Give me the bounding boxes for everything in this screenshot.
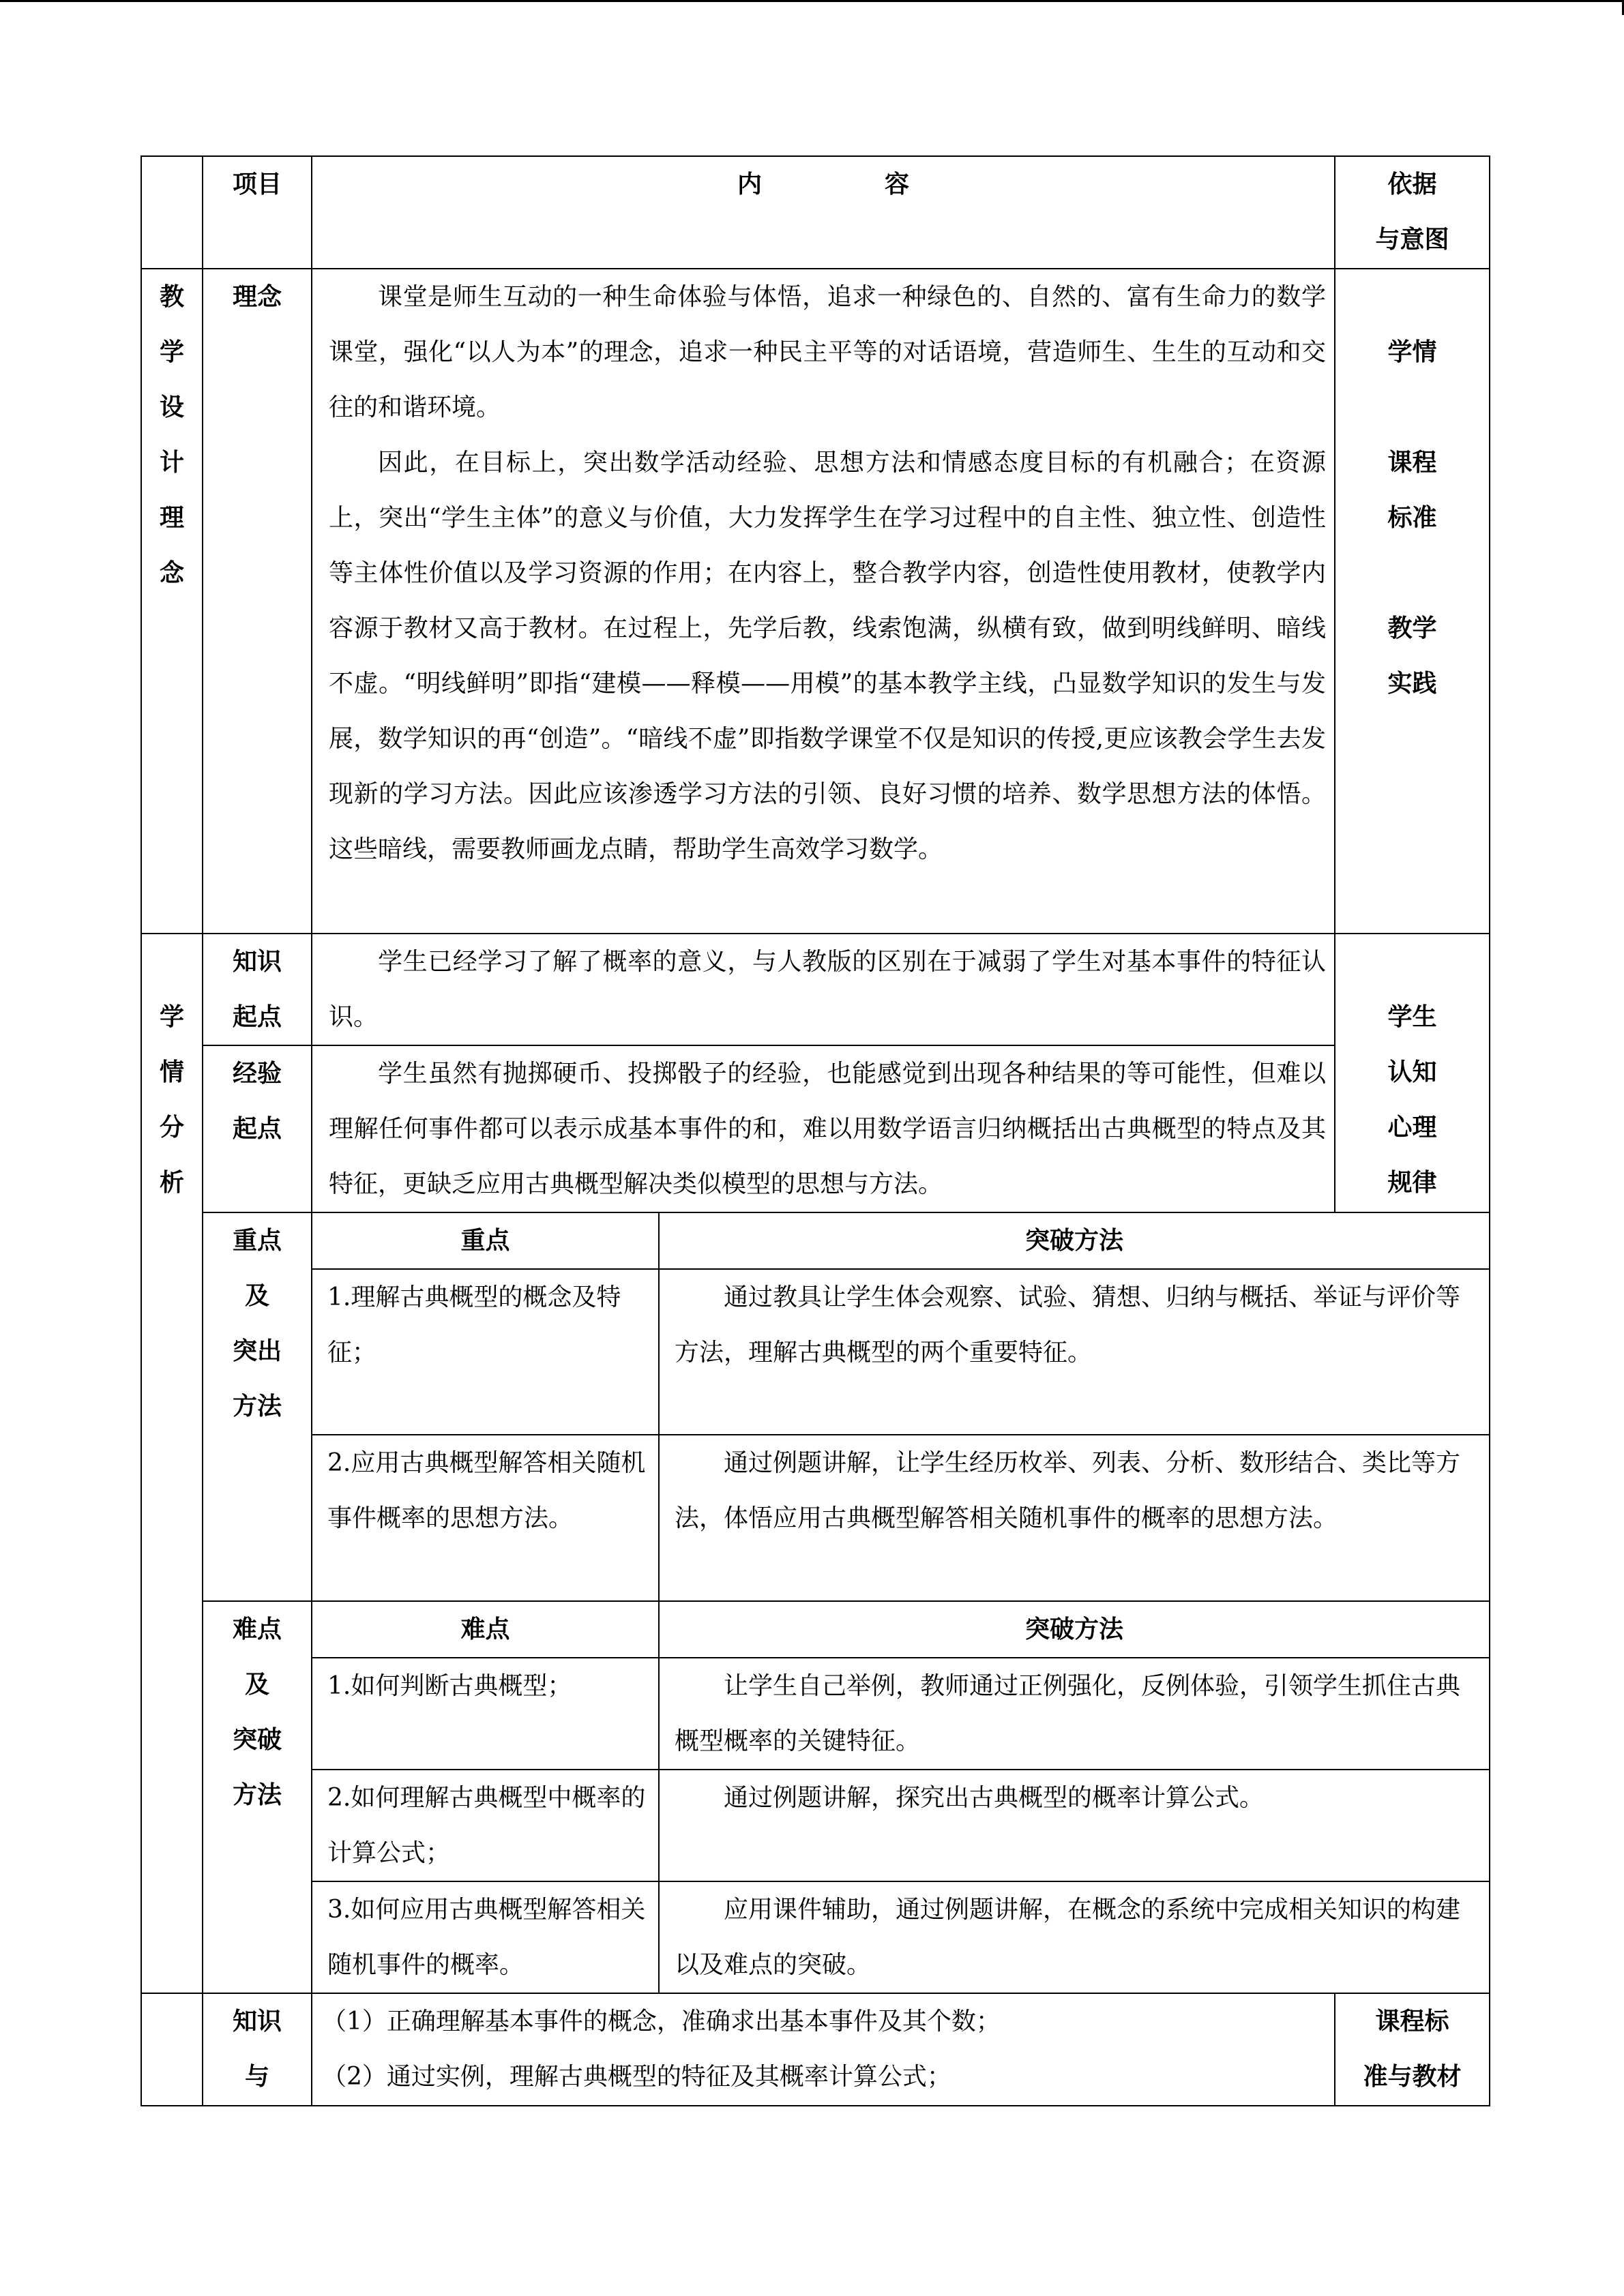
header-basis: 依据 与意图 (1335, 156, 1490, 269)
table-row (312, 1770, 1489, 1881)
key-points-col-point: 重点 (312, 1213, 659, 1269)
design-content (312, 269, 1335, 934)
key-points-row (141, 1212, 1490, 1601)
knowledge-start-item: 知识 起点 (203, 934, 312, 1045)
goals-item: 知识 与 (203, 1993, 312, 2106)
goals-basis: 课程标 准与教材 (1335, 1993, 1490, 2106)
difficult-method-1: 让学生自己举例，教师通过正例强化，反例体验，引领学生抓住古典概型概率的关键特征。 (659, 1658, 1489, 1770)
difficult-points-row (141, 1601, 1490, 1993)
design-paragraph-1: 课堂是师生互动的一种生命体验与体悟，追求一种绿色的、自然的、富有生命力的数学课堂，强化“以人为本”的理念，追求一种民主平等的对话语境，营造师生、生生的互动和交往的和谐环境。 (329, 283, 1326, 421)
header-blank-cell (141, 156, 203, 269)
table-row (312, 1269, 1489, 1435)
key-point-1: 1.理解古典概型的概念及特征； (312, 1269, 659, 1435)
difficult-point-1: 1.如何判断古典概型； (312, 1658, 659, 1770)
goal-line-2: （2）通过实例，理解古典概型的特征及其概率计算公式； (322, 2063, 951, 2091)
knowledge-start-content: 学生已经学习了解了概率的意义，与人教版的区别在于减弱了学生对基本事件的特征认识。 (312, 934, 1335, 1045)
lesson-plan-table (141, 155, 1490, 2106)
design-item: 理念 (203, 269, 312, 934)
experience-start-item: 经验 起点 (203, 1045, 312, 1212)
design-section-label: 教 学 设 计 理 念 (141, 269, 203, 934)
difficult-points-cell (312, 1601, 1490, 1993)
goals-content (312, 1993, 1335, 2106)
difficult-method-2: 通过例题讲解，探究出古典概型的概率计算公式。 (659, 1770, 1489, 1881)
key-points-cell (312, 1212, 1490, 1601)
difficult-method-3: 应用课件辅助，通过例题讲解，在概念的系统中完成相关知识的构建以及难点的突破。 (659, 1881, 1489, 1993)
analysis-basis: 学生 认知 心理 规律 (1335, 934, 1490, 1212)
key-point-2: 2.应用古典概型解答相关随机事件概率的思想方法。 (312, 1435, 659, 1600)
difficult-points-table (312, 1602, 1489, 1993)
analysis-section-label: 学 情 分 析 (141, 934, 203, 1993)
key-method-2: 通过例题讲解，让学生经历枚举、列表、分析、数形结合、类比等方法，体悟应用古典概型解答相关随机事件的概率的思想方法。 (659, 1435, 1489, 1600)
experience-start-row (141, 1045, 1490, 1212)
top-border-line (0, 0, 1624, 2)
header-row (141, 156, 1490, 269)
goals-section-blank (141, 1993, 203, 2106)
difficult-points-header (312, 1602, 1489, 1658)
header-item: 项目 (203, 156, 312, 269)
difficult-col-method: 突破方法 (659, 1602, 1489, 1658)
goal-line-1: （1）正确理解基本事件的概念，准确求出基本事件及其个数； (322, 2008, 1001, 2036)
difficult-points-item: 难点 及 突破 方法 (203, 1601, 312, 1993)
goals-row (141, 1993, 1490, 2106)
key-method-1: 通过教具让学生体会观察、试验、猜想、归纳与概括、举证与评价等方法，理解古典概型的两个重要特征。 (659, 1269, 1489, 1435)
knowledge-start-row (141, 934, 1490, 1045)
difficult-col-point: 难点 (312, 1602, 659, 1658)
difficult-point-3: 3.如何应用古典概型解答相关随机事件的概率。 (312, 1881, 659, 1993)
key-points-table (312, 1213, 1489, 1600)
design-concept-row (141, 269, 1490, 934)
difficult-point-2: 2.如何理解古典概型中概率的计算公式； (312, 1770, 659, 1881)
header-content: 内 容 (312, 156, 1335, 269)
design-basis: 学情 课程 标准 教学 实践 (1335, 269, 1490, 934)
key-points-header (312, 1213, 1489, 1269)
table-row (312, 1658, 1489, 1770)
table-row (312, 1881, 1489, 1993)
key-points-col-method: 突破方法 (659, 1213, 1489, 1269)
design-paragraph-2: 因此，在目标上，突出数学活动经验、思想方法和情感态度目标的有机融合；在资源上，突出“学生主体”的意义与价值，大力发挥学生在学习过程中的自主性、独立性、创造性等主体性价值以及学习资源的作用；在内容上，整合教学内容，创造性使用教材，使教学内容源于教材又高于教材。在过程上，先学后教，线索饱满，纵横有致，做到明线鲜明、暗线不虚。“明线鲜明”即指“建模——释模——用模”的基本教学主线，凸显数学知识的发生与发展，数学知识的再“创造”。“暗线不虚”即指数学课堂不仅是知识的传授,更应该教会学生去发现新的学习方法。因此应该渗透学习方法的引领、良好习惯的培养、数学思想方法的体悟。这些暗线，需要教师画龙点睛，帮助学生高效学习数学。 (329, 449, 1326, 863)
experience-start-content: 学生虽然有抛掷硬币、投掷骰子的经验，也能感觉到出现各种结果的等可能性，但难以理解任何事件都可以表示成基本事件的和，难以用数学语言归纳概括出古典概型的特点及其特征，更缺乏应用古典概型解决类似模型的思想与方法。 (312, 1045, 1335, 1212)
table-row (312, 1435, 1489, 1600)
key-points-item: 重点 及 突出 方法 (203, 1212, 312, 1601)
